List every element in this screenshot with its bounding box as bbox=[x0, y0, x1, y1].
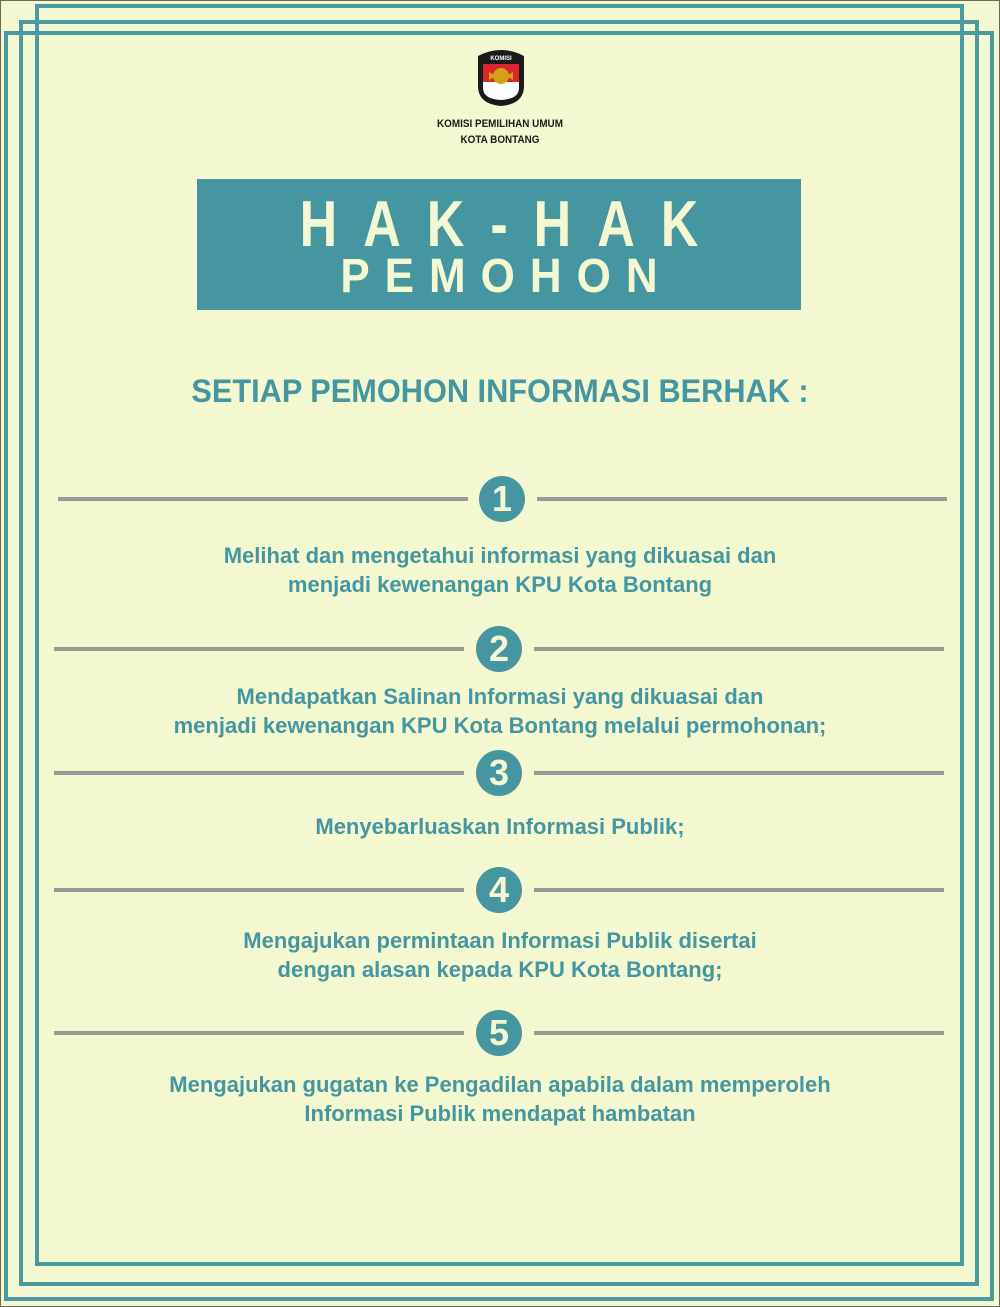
right-item-4: Mengajukan permintaan Informasi Publik disertai dengan alasan kepada KPU Kota Bontang; bbox=[243, 928, 757, 982]
number-badge-2: 2 bbox=[476, 626, 522, 672]
svg-text:KOMISI: KOMISI bbox=[490, 56, 512, 62]
divider-right-5 bbox=[534, 1031, 944, 1035]
divider-right-1 bbox=[537, 497, 947, 501]
organization-name: KOMISI PEMILIHAN UMUM bbox=[437, 118, 563, 130]
divider-left-5 bbox=[54, 1031, 464, 1035]
divider-right-2 bbox=[534, 647, 944, 651]
divider-left-3 bbox=[54, 771, 464, 775]
title-line-1: HAK-HAK bbox=[299, 188, 725, 261]
number-badge-1: 1 bbox=[479, 476, 525, 522]
right-item-1: Melihat dan mengetahui informasi yang dikuasai dan menjadi kewenangan KPU Kota Bontang bbox=[223, 543, 777, 597]
divider-left-4 bbox=[54, 888, 464, 892]
right-item-3: Menyebarluaskan Informasi Publik; bbox=[315, 814, 685, 839]
right-item-2: Mendapatkan Salinan Informasi yang dikuasai dan menjadi kewenangan KPU Kota Bontang melalui permohonan; bbox=[173, 684, 827, 738]
divider-right-4 bbox=[534, 888, 944, 892]
number-badge-5: 5 bbox=[476, 1010, 522, 1056]
divider-right-3 bbox=[534, 771, 944, 775]
organization-city: KOTA BONTANG bbox=[460, 134, 540, 146]
title-line-2: PEMOHON INFORMASI bbox=[315, 249, 698, 358]
kpu-logo-icon bbox=[474, 46, 528, 108]
number-badge-4: 4 bbox=[476, 867, 522, 913]
subheading: SETIAP PEMOHON INFORMASI BERHAK : bbox=[191, 373, 809, 409]
title-banner bbox=[197, 179, 801, 358]
right-item-5: Mengajukan gugatan ke Pengadilan apabila dalam memperoleh Informasi Publik mendapat hambatan bbox=[169, 1072, 831, 1126]
divider-left-2 bbox=[54, 647, 464, 651]
number-badge-3: 3 bbox=[476, 750, 522, 796]
divider-left-1 bbox=[58, 497, 468, 501]
